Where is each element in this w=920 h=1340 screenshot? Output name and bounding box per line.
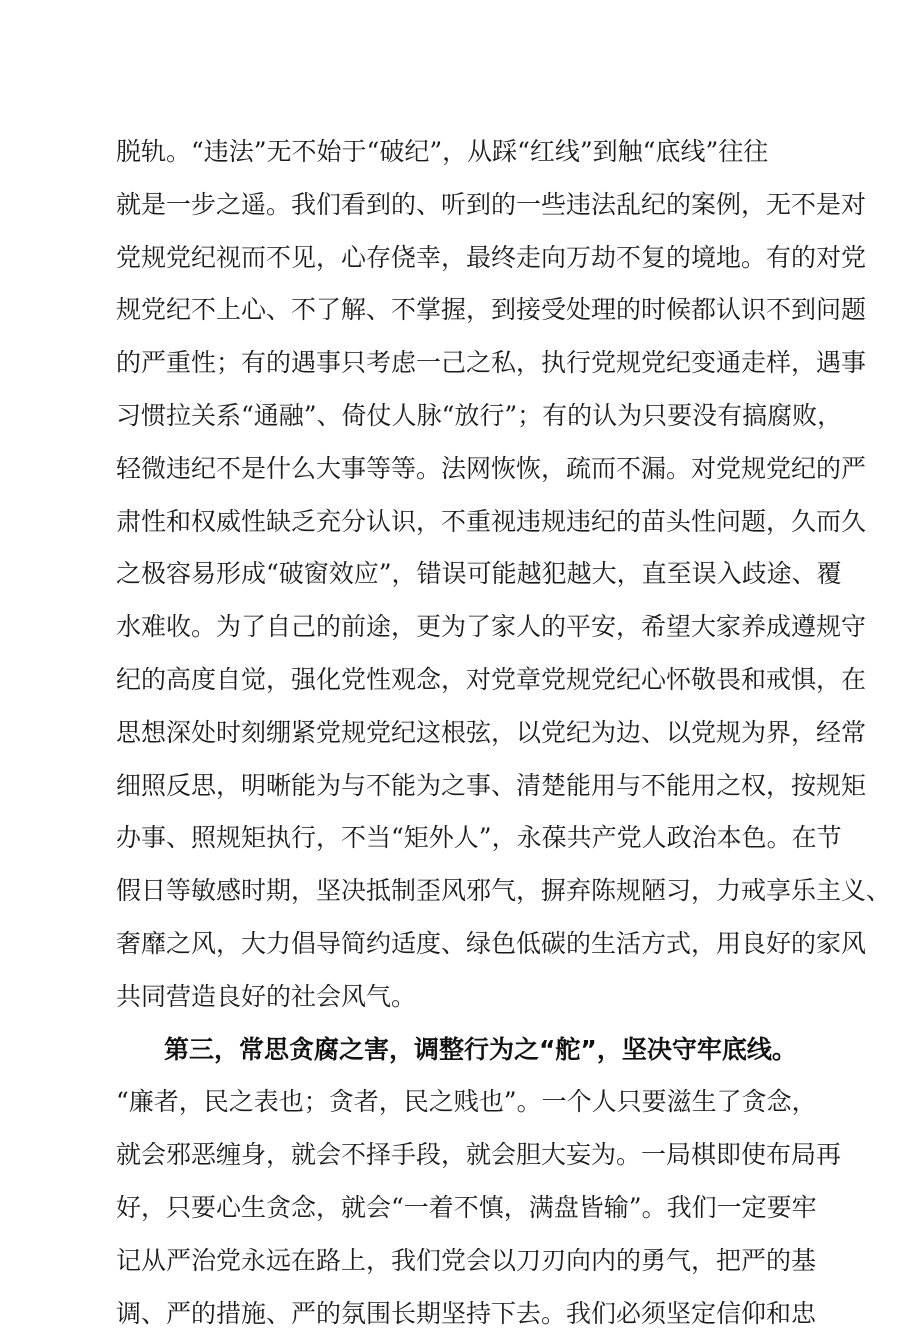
text-line: 奢靡之风，大力倡导简约适度、绿色低碳的生活方式，用良好的家风 [116,928,867,958]
text-line: 就是一步之遥。我们看到的、听到的一些违法乱纪的案例，无不是对 [116,189,867,219]
text-line: 的严重性；有的遇事只考虑一己之私，执行党规党纪变通走样，遇事 [116,348,867,378]
text-line: 脱轨。“违法”无不始于“破纪”，从踩“红线”到触“底线”往往 [116,137,769,166]
text-line: 党规党纪视而不见，心存侥幸，最终走向万劫不复的境地。有的对党 [116,242,867,272]
text-line: 水难收。为了自己的前途，更为了家人的平安，希望大家养成遵规守 [116,612,867,642]
text-line: 思想深处时刻绷紧党规党纪这根弦，以党纪为边、以党规为界，经常 [116,717,867,747]
text-line: 肃性和权威性缺乏充分认识，不重视违规违纪的苗头性问题，久而久 [116,506,867,536]
text-line: 习惯拉关系“通融”、倚仗人脉“放行”；有的认为只要没有搞腐败， [116,400,843,430]
section-heading: 第三，常思贪腐之害，调整行为之“舵”，坚决守牢底线。 [164,1034,797,1064]
text-line: “廉者，民之表也；贪者，民之贱也”。一个人只要滋生了贪念， [116,1087,817,1117]
text-line: 之极容易形成“破窗效应”，错误可能越犯越大，直至误入歧途、覆 [116,559,842,589]
text-line: 记从严治党永远在路上，我们党会以刀刃向内的勇气，把严的基 [116,1245,817,1275]
text-line: 轻微违纪不是什么大事等等。法网恢恢，疏而不漏。对党规党纪的严 [116,453,867,483]
body-text [116,126,892,1340]
text-line: 规党纪不上心、不了解、不掌握，到接受处理的时候都认识不到问题 [116,295,867,325]
text-line: 调、严的措施、严的氛围长期坚持下去。我们必须坚定信仰和忠 [116,1298,817,1328]
text-line: 纪的高度自觉，强化党性观念，对党章党规党纪心怀敬畏和戒惧，在 [116,664,867,694]
text-line: 细照反思，明晰能为与不能为之事、清楚能用与不能用之权，按规矩 [116,770,867,800]
text-line: 就会邪恶缠身，就会不择手段，就会胆大妄为。一局棋即使布局再 [116,1140,842,1170]
text-line: 假日等敏感时期，坚决抵制歪风邪气，摒弃陈规陋习，力戒享乐主义、 [116,876,892,906]
text-line: 好，只要心生贪念，就会“一着不慎，满盘皆输”。我们一定要牢 [116,1192,817,1222]
text-line: 共同营造良好的社会风气。 [116,981,417,1011]
text-line: 办事、照规矩执行，不当“矩外人”，永葆共产党人政治本色。在节 [116,823,842,853]
